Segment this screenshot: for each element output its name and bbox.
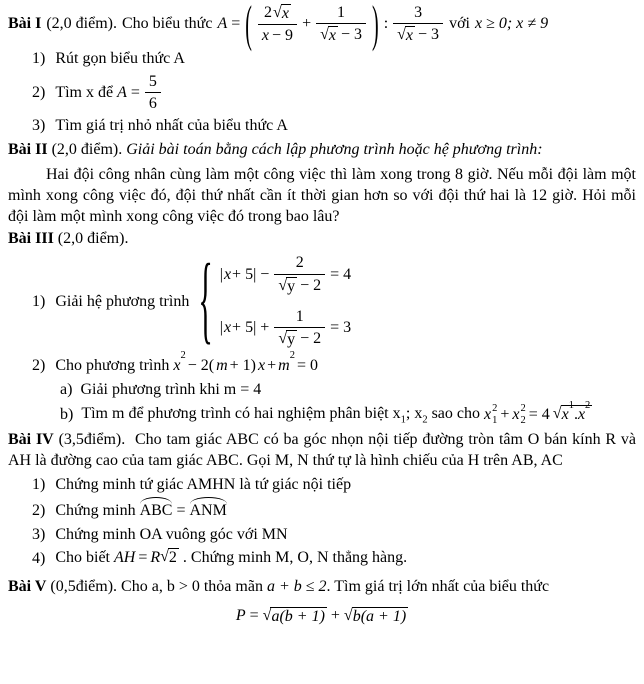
problem-3-item-2a — [8, 380, 636, 401]
problem-5-expression — [8, 606, 636, 627]
problem-4-item-4 — [8, 548, 636, 569]
left-paren: ( — [245, 0, 252, 53]
condition-pre: với — [449, 15, 470, 33]
sqrt-icon: √ — [262, 606, 272, 624]
radicand-y: y — [287, 277, 296, 295]
domain-condition: x ≥ 0; x ≠ 9 — [474, 15, 549, 33]
problem-1-item-3 — [8, 116, 636, 137]
radicand-x: x — [281, 5, 289, 22]
abs-bar: | — [219, 265, 223, 283]
var-A: A — [217, 15, 228, 33]
abs-bar: | — [219, 319, 223, 337]
sqrt-radical — [278, 330, 297, 349]
item-number: 4) — [32, 549, 46, 567]
var-A: A — [117, 83, 127, 101]
problem-3-points: (2,0 điểm). — [57, 230, 129, 248]
item-text: sao cho — [431, 405, 481, 423]
item-number: b) — [60, 405, 74, 423]
den-rest: − 2 — [300, 276, 322, 294]
problem-5-text: . Tìm giá trị lớn nhất của biểu thức — [326, 578, 550, 596]
var-x: x — [258, 356, 266, 374]
plus-sign: + — [500, 405, 510, 423]
P-formula — [236, 606, 408, 627]
item-number: 2) — [32, 501, 46, 519]
sqrt-radical — [273, 4, 291, 23]
quadratic-equation: x 2 − 2( m + 1) x + m 2 = 0 — [173, 356, 318, 377]
item-text: Giải phương trình khi m = 4 — [80, 380, 262, 398]
equation-A-five-sixths — [117, 73, 162, 114]
denominator: 6 — [148, 94, 157, 112]
var-R: R — [150, 549, 161, 567]
term: + 1) — [229, 356, 256, 374]
sqrt-icon: √ — [278, 276, 288, 294]
item-text: Giải hệ phương trình — [55, 292, 190, 310]
item-text: Chứng minh — [55, 501, 136, 519]
var-x: x — [484, 405, 492, 423]
rhs: = 4 — [330, 265, 352, 283]
item-text: ; x — [405, 405, 423, 423]
fraction-2 — [316, 4, 366, 46]
fraction-3 — [393, 4, 443, 46]
item-text: Tìm giá trị nhỏ nhất của biểu thức A — [55, 117, 288, 135]
item-text: Cho biết — [55, 549, 110, 567]
sqrt-icon: √ — [552, 405, 562, 423]
radicand-a: a(b + 1) — [271, 607, 325, 625]
sqrt-icon: √ — [343, 606, 353, 624]
equals-sign: = — [249, 607, 259, 625]
subscript: 2 — [520, 414, 526, 426]
plus-sign: + — [330, 607, 340, 625]
var-x: x — [561, 406, 569, 424]
abs-rest: + 5| — [232, 319, 257, 337]
rhs: = 0 — [296, 356, 318, 374]
problem-2-subtitle: Giải bài toán bằng cách lập phương trình hoặc hệ phương trình: — [126, 141, 543, 159]
item-number: a) — [60, 380, 73, 398]
problem-5-text: Cho a, b > 0 thỏa mãn — [121, 578, 263, 596]
angle-ANM: ANM — [190, 499, 227, 522]
den-rest: − 2 — [300, 330, 322, 348]
roots-condition-formula — [484, 400, 592, 426]
exponent: 2 — [520, 403, 526, 415]
radicand-x: x — [328, 27, 336, 45]
sqrt-radical — [263, 607, 327, 626]
problem-4-intro: Cho tam giác ABC có ba góc nhọn nội tiếp đường tròn tâm O bán kính R và AH là đường cao của tam giác ABC. Gọi M, N thứ tự là hình chiếu của H trên AB, AC — [8, 431, 637, 470]
item-number: 2) — [32, 356, 46, 374]
sqrt-radical: √ x 1 . x 2 — [552, 400, 591, 424]
problem-4-points: (3,5điểm). — [58, 431, 126, 449]
rhs: = 4 — [528, 405, 550, 423]
var-x: x — [223, 319, 232, 337]
problem-1-label: Bài I — [8, 15, 42, 33]
item-number: 2) — [32, 83, 46, 101]
item-number: 1) — [32, 292, 46, 310]
right-paren: ) — [372, 0, 379, 53]
system-equation-2 — [220, 308, 351, 350]
problem-1-intro: Cho biểu thức — [122, 15, 213, 33]
system-equation-1 — [220, 254, 351, 296]
equals-sign: = — [176, 501, 186, 519]
item-number: 3) — [32, 525, 46, 543]
AH-formula — [114, 548, 179, 569]
problem-2-points: (2,0 điểm). — [51, 141, 123, 159]
item-number: 1) — [32, 476, 46, 494]
sqrt-icon: √ — [397, 26, 406, 44]
sqrt-radical — [397, 26, 415, 45]
sqrt-radical — [320, 26, 338, 45]
num-3: 3 — [414, 4, 423, 21]
equals-sign: = — [138, 549, 148, 567]
problem-1-item-1 — [8, 49, 636, 70]
exponent: 2 — [492, 403, 498, 415]
subscript: 1 — [400, 414, 406, 426]
term: − 2( — [187, 356, 215, 374]
sqrt-radical — [160, 548, 179, 567]
var-x: x — [577, 406, 586, 424]
var-P: P — [235, 607, 246, 625]
sqrt-icon: √ — [160, 548, 169, 566]
radicand-b: b(a + 1) — [352, 607, 407, 625]
var-m: m — [278, 356, 290, 374]
problem-3-header — [8, 229, 636, 250]
item-text: Rút gọn biểu thức A — [55, 49, 185, 67]
problem-1-item-2 — [8, 73, 636, 114]
numerator: 1 — [295, 307, 304, 325]
problem-4-item-2 — [8, 499, 636, 522]
system-brace: { — [198, 245, 213, 355]
fraction-five-sixths — [145, 73, 161, 114]
problem-4-item-3 — [8, 525, 636, 546]
var-AH: AH — [114, 549, 136, 567]
fraction-1 — [258, 4, 297, 46]
problem-2-header — [8, 140, 636, 161]
operator: + — [260, 319, 270, 337]
constraint-formula: a + b ≤ 2 — [266, 578, 327, 596]
item-text: Tìm x để — [55, 83, 114, 101]
item-text: Chứng minh OA vuông góc với MN — [55, 525, 288, 543]
dot: . — [573, 406, 578, 424]
item-text: . Chứng minh M, O, N thẳng hàng. — [182, 549, 408, 567]
sqrt-radical — [278, 277, 297, 296]
problem-5-points: (0,5điểm). — [50, 578, 118, 596]
operator: − — [260, 265, 270, 283]
problem-1-header — [8, 0, 636, 53]
item-text: Tìm m để phương trình có hai nghiệm phân biệt x — [81, 405, 401, 423]
den-rest: − 3 — [418, 26, 440, 44]
subscript: 1 — [492, 414, 498, 426]
problem-4-item-1 — [8, 475, 636, 496]
fraction — [274, 254, 325, 296]
angle-ABC: ABC — [140, 499, 173, 522]
equals-sign: = — [231, 15, 241, 33]
equals-sign: = — [130, 83, 140, 101]
radicand-x: x — [405, 27, 414, 45]
problem-5-header — [8, 577, 636, 598]
numerator: 5 — [148, 72, 157, 90]
den-rest: − 3 — [340, 26, 363, 44]
sqrt-radical — [344, 607, 408, 626]
equation-system — [220, 254, 351, 350]
var-m: m — [216, 356, 228, 374]
problem-3-label: Bài III — [8, 230, 54, 248]
item-number: 3) — [32, 117, 46, 135]
expression-A-formula — [217, 0, 444, 53]
problem-4-header — [8, 430, 636, 472]
abs-rest: + 5| — [232, 265, 257, 283]
sqrt-icon: √ — [278, 330, 288, 348]
problem-2-label: Bài II — [8, 141, 48, 159]
plus-sign: + — [302, 15, 312, 33]
problem-3-item-2b — [8, 400, 636, 426]
rhs: = 3 — [330, 319, 352, 337]
problem-4-label: Bài IV — [8, 431, 54, 449]
subscript: 2 — [422, 414, 428, 426]
problem-5-label: Bài V — [8, 578, 47, 596]
var-x: x — [173, 356, 181, 374]
num-1: 1 — [337, 4, 346, 21]
problem-3-item-2 — [8, 349, 636, 377]
problem-3-item-1 — [8, 245, 636, 355]
item-number: 1) — [32, 49, 46, 67]
coef-2: 2 — [264, 4, 273, 21]
division-colon: : — [383, 15, 389, 33]
fraction — [274, 308, 325, 350]
var-x: x — [223, 265, 232, 283]
item-text: Cho phương trình — [55, 356, 170, 374]
numerator: 2 — [295, 254, 304, 272]
sqrt-icon: √ — [320, 26, 329, 44]
var-x: x — [512, 405, 520, 423]
den-x: x — [261, 27, 270, 45]
radicand-2: 2 — [168, 549, 177, 567]
operator: + — [267, 356, 277, 374]
problem-2-body: Hai đội công nhân cùng làm một công việc thì làm xong trong 8 giờ. Nếu mỗi đội làm một mình xong công việc đó, đội thứ nhất cần ít thời gian hơn so với đội thứ hai là 12 giờ. Hỏi mỗi đội làm một mình xong công việc đó trong bao lâu? — [8, 165, 636, 225]
item-text: Chứng minh tứ giác AMHN là tứ giác nội tiếp — [55, 476, 352, 494]
den-rest: − 9 — [272, 27, 294, 45]
radicand-y: y — [287, 331, 296, 349]
sqrt-icon: √ — [273, 4, 282, 21]
problem-1-points: (2,0 điểm). — [46, 15, 117, 33]
